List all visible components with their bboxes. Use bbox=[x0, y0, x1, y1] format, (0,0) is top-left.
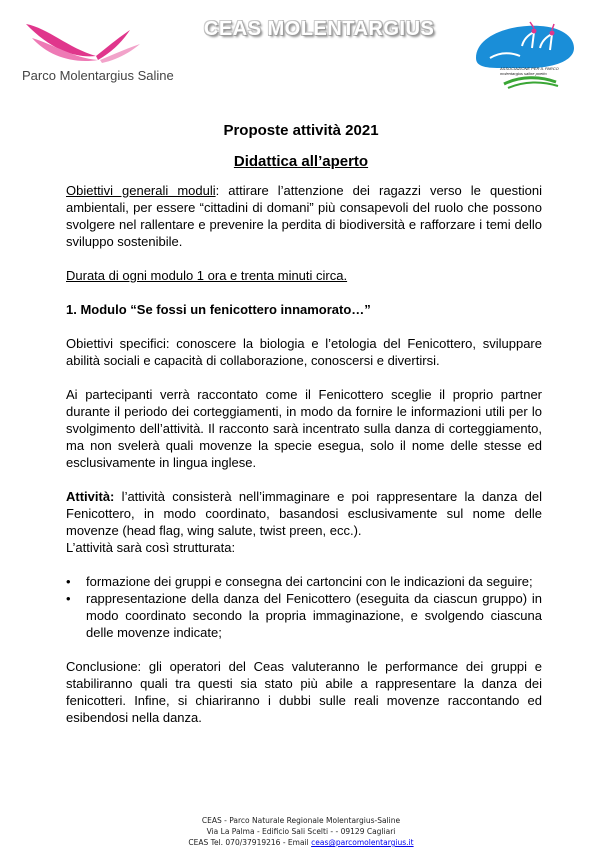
duration-note: Durata di ogni modulo 1 ora e trenta minuti circa. bbox=[66, 268, 348, 283]
list-item: • formazione dei gruppi e consegna dei cartoncini con le indicazioni da seguire; bbox=[66, 574, 533, 589]
association-logo bbox=[470, 18, 580, 90]
list-item: • rappresentazione della danza del Fenicottero (eseguita da ciascun gruppo) in modo coordinato secondo la propria immaginazione, e svolgendo ciascuna delle movenze indicate; bbox=[66, 591, 542, 640]
parco-logo bbox=[18, 18, 198, 88]
footer-line-org: CEAS - Parco Naturale Regionale Molentargius-Saline bbox=[201, 816, 401, 825]
bullet-icon: • bbox=[66, 574, 71, 589]
document-body bbox=[66, 182, 542, 726]
activity-paragraph bbox=[66, 488, 542, 539]
story-paragraph: Ai partecipanti verrà raccontato come il Fenicottero sceglie il proprio partner durante il periodo dei corteggiamenti, in modo da fornire le informazioni utili per lo svolgimento dell’attività. Il racconto sarà incentrato sulla danza di corteggiamento, ma non svelerà quali movenze la specie esegua, solo il nome delle stesse ed esclusivamente in lingua inglese. bbox=[66, 387, 542, 470]
association-logo-text: ASSOCIAZIONE PER IL PARCO molentargius saline poetto bbox=[500, 66, 559, 76]
general-objectives bbox=[66, 182, 542, 250]
page-title: Proposte attività 2021 bbox=[223, 122, 379, 139]
conclusion-paragraph: Conclusione: gli operatori del Ceas valuteranno le performance dei gruppi e stabiliranno quali tra questi sia stato più abile a rappresentare la danza dei fenicotteri. Infine, si chiariranno i dubbi sulle reali movenze raccontando ed esibendosi nella danza. bbox=[66, 659, 542, 725]
footer-line-contact: CEAS Tel. 070/37919216 - Email ceas@parcomolentargius.it bbox=[188, 838, 414, 847]
page-subtitle: Didattica all’aperto bbox=[233, 153, 369, 170]
brand-title: CEAS MOLENTARGIUS bbox=[204, 18, 435, 40]
activity-label: Attività: bbox=[66, 489, 115, 504]
general-objectives-text: : attirare l’attenzione dei ragazzi verso le questioni ambientali, per essere “cittadini di domani” più consapevoli del ruolo che possono svolgere nel rallentare e prevenire la perdita di biodiversità e rafforzare i temi dello sviluppo sostenibile. bbox=[66, 183, 542, 249]
flamingo-wing-logo-icon bbox=[18, 18, 148, 68]
flamingo-association-logo-icon bbox=[470, 18, 580, 90]
activity-steps-list bbox=[66, 573, 542, 641]
page-footer bbox=[0, 815, 602, 848]
activity-text: l’attività consisterà nell’immaginare e poi rappresentare la danza del Fenicottero, in modo coordinato, basandosi esclusivamente sul nome delle movenze (head flag, wing salute, twist preen, ecc.). bbox=[66, 489, 542, 538]
structure-intro: L’attività sarà così strutturata: bbox=[66, 540, 236, 555]
specific-objectives: Obiettivi specifici: conoscere la biologia e l’etologia del Fenicottero, sviluppare abilità sociali e capacità di collaborazione, conoscersi e divertirsi. bbox=[66, 336, 542, 368]
page-header bbox=[0, 0, 602, 100]
footer-line-address: Via La Palma - Edificio Sali Scelti - - 09129 Cagliari bbox=[206, 827, 396, 836]
email-link[interactable]: ceas@parcomolentargius.it bbox=[311, 838, 414, 847]
module-title: 1. Modulo “Se fossi un fenicottero innamorato…” bbox=[66, 302, 371, 317]
bullet-icon: • bbox=[66, 591, 71, 606]
general-objectives-label: Obiettivi generali moduli bbox=[66, 183, 216, 198]
parco-logo-text: Parco Molentargius Saline bbox=[22, 68, 174, 83]
